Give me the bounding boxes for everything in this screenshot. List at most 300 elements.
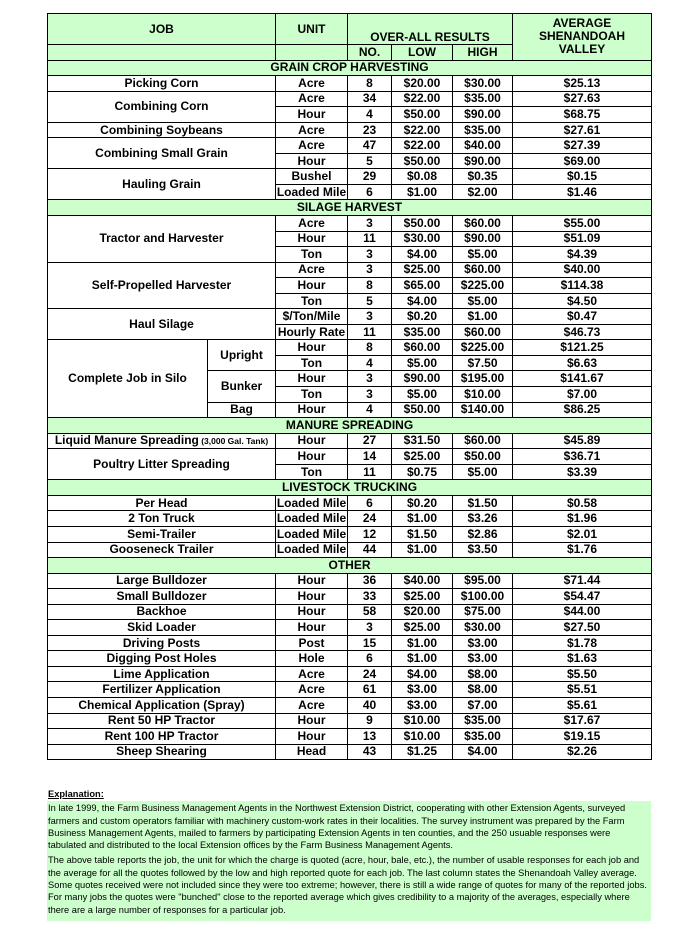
average-cell: $2.26 [513,744,652,760]
no-cell: 36 [348,573,392,589]
no-cell: 14 [348,449,392,465]
low-cell: $22.00 [392,91,453,107]
high-cell: $3.00 [453,635,513,651]
section-row [48,418,652,434]
high-column-header: HIGH [453,45,513,61]
average-cell: $1.46 [513,184,652,200]
job-name: 2 Ton Truck [128,511,195,526]
no-cell: 8 [348,278,392,294]
job-name: Rent 100 HP Tractor [104,728,219,743]
no-cell: 3 [348,262,392,278]
table-row [48,433,652,449]
low-cell: $4.00 [392,666,453,682]
average-cell: $51.09 [513,231,652,247]
low-cell: $50.00 [392,402,453,418]
low-cell: $1.00 [392,511,453,527]
high-cell: $2.00 [453,184,513,200]
job-cell [48,122,276,138]
low-cell: $0.75 [392,464,453,480]
low-cell: $35.00 [392,324,453,340]
average-cell: $121.25 [513,340,652,356]
unit-cell: Bushel [276,169,348,185]
table-row [48,122,652,138]
average-cell: $1.78 [513,635,652,651]
no-cell: 40 [348,697,392,713]
unit-cell: Hour [276,729,348,745]
high-cell: $75.00 [453,604,513,620]
explanation-paragraph-2: The above table reports the job, the unit for which the charge is quoted (acre, hour, bale, etc.), the number of usable responses for each job and the average for all the quotes followed by the low and high reported quote for each job. The last column states the Shenandoah Valley average. Some quotes received were not included since they were too extreme; however, there is still a wide range of quotes for many of the reported jobs. For many jobs the quotes were "bunched" close to the reported average which gives credibility to a majority of the averages, especially where there are a large number of responses for a particular job. [48,855,647,915]
average-cell: $27.63 [513,91,652,107]
job-name: Combining Soybeans [100,122,223,137]
high-cell: $7.50 [453,355,513,371]
average-cell: $5.50 [513,666,652,682]
low-cell: $1.00 [392,542,453,558]
section-title: OTHER [48,558,652,574]
average-cell: $141.67 [513,371,652,387]
job-subtype: Bag [208,402,276,418]
job-cell [48,449,276,480]
job-cell [48,682,276,698]
high-cell: $50.00 [453,449,513,465]
job-note: (3,000 Gal. Tank) [198,435,269,446]
high-cell: $90.00 [453,153,513,169]
average-header-line-2: SHENANDOAH [538,29,625,44]
table-row [48,309,652,325]
no-cell: 3 [348,387,392,403]
unit-cell: Acre [276,682,348,698]
average-cell: $27.50 [513,620,652,636]
low-cell: $1.50 [392,526,453,542]
low-cell: $3.00 [392,682,453,698]
table-header [48,14,652,61]
unit-cell: Loaded Mile [276,542,347,557]
unit-cell: Post [276,635,348,651]
unit-cell: Loaded Mile [276,511,347,526]
section-title: LIVESTOCK TRUCKING [48,480,652,496]
high-cell: $90.00 [453,231,513,247]
average-cell: $44.00 [513,604,652,620]
unit-cell: Acre [276,262,348,278]
no-cell: 6 [348,651,392,667]
unit-cell: Acre [276,138,348,154]
unit-cell: Hour [276,573,348,589]
average-cell: $1.76 [513,542,652,558]
job-cell [48,309,276,340]
job-cell [48,744,276,760]
unit-cell: Hole [276,651,348,667]
low-cell: $50.00 [392,107,453,123]
average-cell: $3.39 [513,464,652,480]
table-row [48,216,652,232]
no-cell: 5 [348,293,392,309]
no-cell: 11 [348,324,392,340]
low-cell: $1.00 [392,651,453,667]
no-cell: 24 [348,666,392,682]
no-cell: 9 [348,713,392,729]
no-cell: 47 [348,138,392,154]
table-row [48,449,652,465]
average-cell: $5.61 [513,697,652,713]
unit-cell: Hour [276,107,348,123]
high-cell: $7.00 [453,697,513,713]
unit-cell: Loaded Mile [276,184,347,199]
average-cell: $114.38 [513,278,652,294]
unit-cell: Hour [276,371,348,387]
unit-cell: Ton [276,355,348,371]
average-cell: $0.47 [513,309,652,325]
no-cell: 8 [348,76,392,92]
job-cell [48,511,276,527]
job-cell [48,169,276,200]
average-cell: $25.13 [513,76,652,92]
no-cell: 3 [348,620,392,636]
average-cell: $45.89 [513,433,652,449]
section-row [48,558,652,574]
job-name: Gooseneck Trailer [109,542,214,557]
job-cell [48,542,276,558]
high-cell: $195.00 [453,371,513,387]
average-cell: $54.47 [513,589,652,605]
overall-results-header: OVER-ALL RESULTS [348,14,513,45]
high-cell: $90.00 [453,107,513,123]
average-cell: $71.44 [513,573,652,589]
section-title: SILAGE HARVEST [48,200,652,216]
no-cell: 15 [348,635,392,651]
table-row [48,495,652,511]
unit-cell: $/Ton/Mile [276,309,348,325]
job-cell [48,713,276,729]
job-name: Semi-Trailer [127,526,196,541]
job-cell [48,697,276,713]
low-cell: $25.00 [392,620,453,636]
job-name: Tractor and Harvester [99,231,224,246]
average-cell: $27.39 [513,138,652,154]
no-cell: 34 [348,91,392,107]
job-name: Complete Job in Silo [68,371,187,386]
no-cell: 8 [348,340,392,356]
table-row [48,138,652,154]
average-cell: $40.00 [513,262,652,278]
low-cell: $22.00 [392,138,453,154]
job-column-header: JOB [48,14,276,45]
average-cell: $46.73 [513,324,652,340]
average-cell: $36.71 [513,449,652,465]
low-cell: $22.00 [392,122,453,138]
job-name: Rent 50 HP Tractor [107,713,216,728]
job-subtype: Bunker [208,371,276,402]
unit-cell: Acre [276,216,348,232]
unit-cell: Hourly Rate [276,324,348,340]
job-cell [48,666,276,682]
average-cell: $2.01 [513,526,652,542]
job-name: Skid Loader [127,620,196,634]
table-row [48,542,652,558]
average-cell: $6.63 [513,355,652,371]
job-name: Backhoe [136,604,187,619]
average-cell: $4.39 [513,247,652,263]
table-body [48,60,652,760]
average-cell: $4.50 [513,293,652,309]
no-cell: 33 [348,589,392,605]
table-row [48,526,652,542]
average-cell: $0.15 [513,169,652,185]
no-cell: 58 [348,604,392,620]
section-title: MANURE SPREADING [48,418,652,434]
high-cell: $40.00 [453,138,513,154]
section-title: GRAIN CROP HARVESTING [48,60,652,76]
table-row [48,76,652,92]
low-cell: $50.00 [392,216,453,232]
table-row [48,262,652,278]
low-cell: $90.00 [392,371,453,387]
high-cell: $35.00 [453,91,513,107]
unit-cell: Hour [276,433,348,449]
unit-cell: Hour [276,589,348,605]
no-cell: 29 [348,169,392,185]
table-row [48,651,652,667]
high-cell: $60.00 [453,433,513,449]
low-cell: $20.00 [392,604,453,620]
job-cell [48,262,276,309]
job-cell [48,216,276,263]
job-name: Liquid Manure Spreading [54,433,199,447]
job-name: Fertilizer Application [102,682,221,697]
job-cell [48,91,276,122]
job-cell [48,138,276,169]
low-cell: $31.50 [392,433,453,449]
explanation [47,788,651,921]
high-cell: $5.00 [453,464,513,480]
low-cell: $0.20 [392,309,453,325]
no-cell: 3 [348,371,392,387]
no-cell: 5 [348,153,392,169]
no-cell: 3 [348,247,392,263]
unit-cell: Hour [276,449,348,465]
low-cell: $25.00 [392,449,453,465]
unit-cell: Ton [276,247,348,263]
low-column-header: LOW [392,45,453,61]
unit-cell: Acre [276,91,348,107]
high-cell: $3.50 [453,542,513,558]
job-cell [48,620,276,636]
high-cell: $60.00 [453,216,513,232]
job-cell [48,573,276,589]
low-cell: $20.00 [392,76,453,92]
job-cell [48,604,276,620]
table-row [48,604,652,620]
no-cell: 11 [348,464,392,480]
table-row [48,169,652,185]
high-cell: $35.00 [453,122,513,138]
no-cell: 6 [348,495,392,511]
high-cell: $1.50 [453,495,513,511]
job-name: Small Bulldozer [116,588,207,603]
low-cell: $40.00 [392,573,453,589]
job-name: Combining Small Grain [95,145,228,160]
high-cell: $225.00 [453,340,513,356]
low-cell: $5.00 [392,355,453,371]
low-cell: $25.00 [392,262,453,278]
no-cell: 13 [348,729,392,745]
job-cell [48,340,208,418]
section-row [48,200,652,216]
low-cell: $0.20 [392,495,453,511]
job-name: Sheep Shearing [116,744,207,759]
low-cell: $1.25 [392,744,453,760]
average-cell: $0.58 [513,495,652,511]
low-cell: $1.00 [392,184,453,200]
high-cell: $3.26 [453,511,513,527]
average-cell: $69.00 [513,153,652,169]
job-cell [48,635,276,651]
low-cell: $10.00 [392,729,453,745]
no-column-header: NO. [348,45,392,61]
average-cell: $1.96 [513,511,652,527]
unit-column-header: UNIT [276,14,348,45]
no-cell: 11 [348,231,392,247]
unit-cell: Hour [276,402,348,418]
explanation-title: Explanation: [48,789,104,799]
low-cell: $60.00 [392,340,453,356]
low-cell: $65.00 [392,278,453,294]
high-cell: $2.86 [453,526,513,542]
high-cell: $225.00 [453,278,513,294]
job-name: Digging Post Holes [106,651,217,666]
table-row [48,729,652,745]
unit-cell: Hour [276,713,348,729]
high-cell: $60.00 [453,324,513,340]
job-name: Picking Corn [124,75,199,90]
low-cell: $3.00 [392,697,453,713]
low-cell: $25.00 [392,589,453,605]
no-cell: 12 [348,526,392,542]
job-name: Lime Application [113,666,210,681]
job-name: Hauling Grain [122,176,201,191]
no-cell: 43 [348,744,392,760]
table-row [48,744,652,760]
high-cell: $35.00 [453,713,513,729]
high-cell: $0.35 [453,169,513,185]
high-cell: $8.00 [453,666,513,682]
unit-cell: Hour [276,153,348,169]
table-row [48,91,652,107]
job-name: Poultry Litter Spreading [93,456,230,471]
average-cell: $27.61 [513,122,652,138]
job-cell [48,433,276,449]
explanation-paragraph-1: In late 1999, the Farm Business Management Agents in the Northwest Extension District, cooperating with other Extension Agents, surveyed farmers and custom operators familiar with machinery custom-work rates in their localities. The survey instrument was prepared by the Farm Business Management Agents, mailed to farmers by participating Extension Agents in ten counties, and the 250 usuable responses were tabulated and distributed to the local Extension offices by the Farm Business Management Agents. [48,803,626,851]
table-row [48,589,652,605]
low-cell: $50.00 [392,153,453,169]
unit-cell: Hour [276,604,348,620]
unit-cell: Head [276,744,348,760]
no-cell: 61 [348,682,392,698]
table-row [48,666,652,682]
high-cell: $30.00 [453,620,513,636]
average-cell: $1.63 [513,651,652,667]
table-row [48,697,652,713]
table-row [48,511,652,527]
table-row [48,682,652,698]
average-cell: $5.51 [513,682,652,698]
job-name: Combining Corn [114,99,209,114]
high-cell: $95.00 [453,573,513,589]
job-name: Driving Posts [122,635,201,650]
job-cell [48,76,276,92]
job-cell [48,526,276,542]
no-cell: 44 [348,542,392,558]
average-cell: $86.25 [513,402,652,418]
job-name: Per Head [135,495,188,510]
high-cell: $1.00 [453,309,513,325]
table-row [48,340,652,356]
table-row [48,713,652,729]
low-cell: $0.08 [392,169,453,185]
explanation-box [47,801,651,921]
high-cell: $30.00 [453,76,513,92]
average-cell: $55.00 [513,216,652,232]
no-cell: 4 [348,107,392,123]
average-header-line-1: AVERAGE [552,16,612,31]
low-cell: $5.00 [392,387,453,403]
low-cell: $1.00 [392,635,453,651]
table-row [48,620,652,636]
unit-header-spacer [276,45,348,61]
unit-cell: Ton [276,293,348,309]
low-cell: $10.00 [392,713,453,729]
unit-cell: Acre [276,76,348,92]
no-cell: 3 [348,216,392,232]
high-cell: $8.00 [453,682,513,698]
unit-cell: Hour [276,278,348,294]
average-column-header [513,14,652,61]
high-cell: $35.00 [453,729,513,745]
high-cell: $100.00 [453,589,513,605]
high-cell: $60.00 [453,262,513,278]
job-name: Large Bulldozer [116,573,207,588]
low-cell: $30.00 [392,231,453,247]
unit-cell: Acre [276,122,348,138]
custom-rates-table [47,13,652,760]
no-cell: 24 [348,511,392,527]
unit-cell: Ton [276,464,348,480]
unit-cell: Hour [276,340,348,356]
high-cell: $140.00 [453,402,513,418]
unit-cell: Acre [276,666,348,682]
high-cell: $5.00 [453,293,513,309]
no-cell: 23 [348,122,392,138]
job-cell [48,729,276,745]
unit-cell: Loaded Mile [276,526,347,541]
average-cell: $68.75 [513,107,652,123]
average-cell: $19.15 [513,729,652,745]
unit-cell: Loaded Mile [276,495,347,510]
table-row [48,573,652,589]
no-cell: 6 [348,184,392,200]
section-row [48,480,652,496]
high-cell: $5.00 [453,247,513,263]
average-cell: $17.67 [513,713,652,729]
high-cell: $10.00 [453,387,513,403]
unit-cell: Hour [276,231,348,247]
job-cell [48,651,276,667]
high-cell: $3.00 [453,651,513,667]
unit-cell: Acre [276,697,348,713]
section-row [48,60,652,76]
average-header-line-3: VALLEY [558,42,606,57]
job-subtype: Upright [208,340,276,371]
job-cell [48,495,276,511]
average-cell: $7.00 [513,387,652,403]
